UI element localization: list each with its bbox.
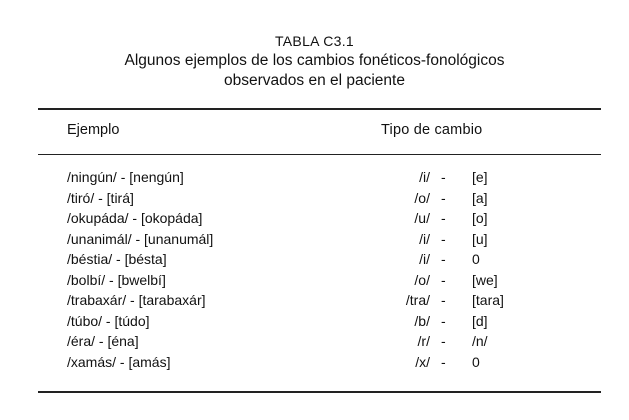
original-phoneme: /i/: [419, 169, 430, 185]
table-row: [0, 352, 629, 373]
resulting-phoneme: 0: [472, 251, 480, 267]
header-example: Ejemplo: [67, 122, 120, 138]
change-separator: -: [441, 230, 446, 247]
example-cell: /éra/ - [éna]: [67, 333, 139, 349]
table-title-line2: observados en el paciente: [224, 72, 405, 89]
change-separator: -: [441, 210, 446, 226]
resulting-phoneme: [e]: [472, 169, 488, 185]
table-label: TABLA C3.1: [274, 33, 354, 49]
header-change-type: Tipo de cambio: [381, 122, 483, 138]
resulting-phoneme: 0: [472, 353, 480, 370]
example-cell: /xamás/ - [amás]: [67, 353, 171, 370]
original-phoneme: /o/: [414, 189, 430, 206]
example-cell: /ningún/ - [nengún]: [67, 169, 184, 185]
table-row: [0, 331, 629, 352]
original-phoneme: /tra/: [405, 292, 430, 308]
example-cell: /túbo/ - [túdo]: [67, 312, 150, 329]
table-title-line1: Algunos ejemplos de los cambios fonéticos-fonológicos: [124, 52, 505, 69]
change-separator: -: [441, 333, 446, 349]
change-separator: -: [441, 292, 446, 308]
original-phoneme: /o/: [414, 271, 430, 288]
resulting-phoneme: /n/: [472, 333, 488, 349]
change-separator: -: [441, 251, 446, 267]
resulting-phoneme: [o]: [472, 210, 488, 226]
table-row: [0, 311, 629, 332]
table-caption: [0, 31, 629, 91]
header-rule: [38, 154, 601, 155]
original-phoneme: /x/: [415, 353, 430, 370]
change-separator: -: [441, 312, 446, 329]
original-phoneme: /i/: [419, 251, 430, 267]
example-cell: /okupáda/ - [okopáda]: [67, 210, 203, 226]
original-phoneme: /i/: [419, 230, 430, 247]
example-cell: /unanimál/ - [unanumál]: [67, 230, 214, 247]
resulting-phoneme: [we]: [472, 271, 498, 288]
top-rule: [38, 108, 601, 110]
original-phoneme: /u/: [414, 210, 430, 226]
example-cell: /béstia/ - [bésta]: [67, 251, 167, 267]
original-phoneme: /b/: [414, 312, 430, 329]
table-row: [0, 270, 629, 291]
table-row: [0, 249, 629, 270]
resulting-phoneme: [d]: [472, 312, 488, 329]
table-row: [0, 229, 629, 250]
resulting-phoneme: [a]: [472, 189, 488, 206]
table-row: [0, 290, 629, 311]
change-separator: -: [441, 353, 446, 370]
table-body: [0, 167, 629, 372]
table-row: [0, 188, 629, 209]
table-row: [0, 208, 629, 229]
bottom-rule: [38, 391, 601, 393]
change-separator: -: [441, 189, 446, 206]
change-separator: -: [441, 169, 446, 185]
resulting-phoneme: [u]: [472, 230, 488, 247]
change-separator: -: [441, 271, 446, 288]
resulting-phoneme: [tara]: [472, 292, 504, 308]
example-cell: /bolbí/ - [bwelbí]: [67, 271, 166, 288]
table-row: [0, 167, 629, 188]
example-cell: /trabaxár/ - [tarabaxár]: [67, 292, 206, 308]
example-cell: /tiró/ - [tirá]: [67, 189, 134, 206]
original-phoneme: /r/: [417, 333, 430, 349]
